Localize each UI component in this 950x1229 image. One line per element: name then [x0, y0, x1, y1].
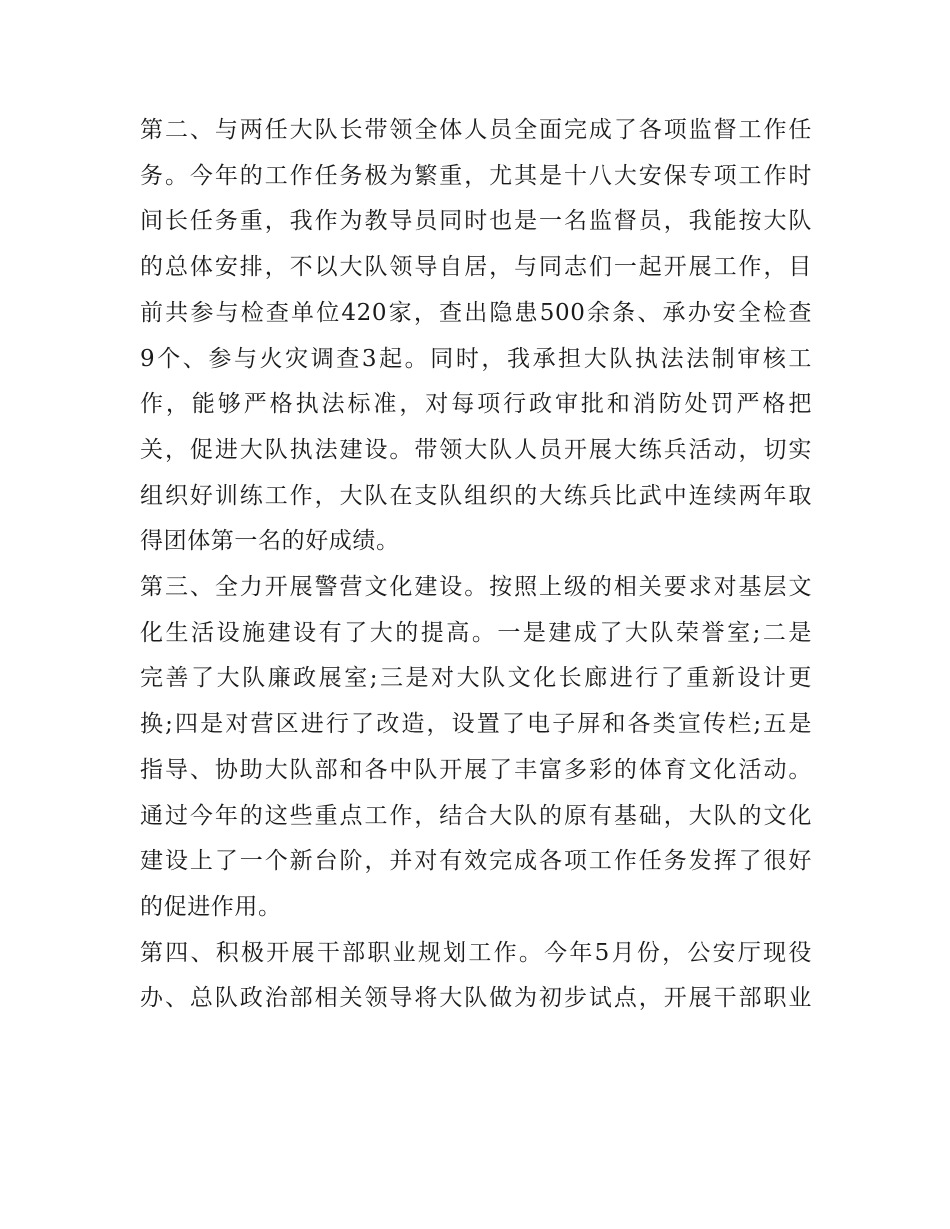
- text-line: 办、总队政治部相关领导将大队做为初步试点，开展干部职业: [140, 985, 812, 1012]
- text-line: 作，能够严格执法标准，对每项行政审批和消防处罚严格把: [140, 391, 812, 418]
- text-line: 指导、协助大队部和各中队开展了丰富多彩的体育文化活动。: [140, 756, 812, 783]
- text-line: 关，促进大队执法建设。带领大队人员开展大练兵活动，切实: [140, 436, 812, 463]
- text-line: 第二、与两任大队长带领全体人员全面完成了各项监督工作任: [140, 117, 812, 143]
- text-line: 间长任务重，我作为教导员同时也是一名监督员，我能按大队: [140, 208, 812, 235]
- text-line: 化生活设施建设有了大的提高。一是建成了大队荣誉室;二是: [140, 619, 812, 646]
- text-line: 建设上了一个新台阶，并对有效完成各项工作任务发挥了很好: [140, 848, 812, 875]
- text-line: 9个、参与火灾调查3起。同时，我承担大队执法法制审核工: [140, 345, 812, 372]
- text-line: 前共参与检查单位420家，查出隐患500余条、承办安全检查: [140, 299, 812, 326]
- text-line: 完善了大队廉政展室;三是对大队文化长廊进行了重新设计更: [140, 665, 812, 692]
- paragraph-section-four: [140, 931, 812, 1022]
- text-line: 的总体安排，不以大队领导自居，与同志们一起开展工作，目: [140, 254, 812, 281]
- text-line: 得团体第一名的好成绩。: [140, 528, 400, 555]
- text-line: 通过今年的这些重点工作，结合大队的原有基础，大队的文化: [140, 802, 812, 829]
- paragraph-section-two: [140, 108, 812, 565]
- text-line: 的促进作用。: [140, 893, 282, 920]
- paragraph-section-three: [140, 565, 812, 931]
- text-line: 第三、全力开展警营文化建设。按照上级的相关要求对基层文: [140, 574, 812, 601]
- text-line: 务。今年的工作任务极为繁重，尤其是十八大安保专项工作时: [140, 162, 812, 189]
- text-line: 组织好训练工作，大队在支队组织的大练兵比武中连续两年取: [140, 482, 812, 509]
- text-line: 换;四是对营区进行了改造，设置了电子屏和各类宣传栏;五是: [140, 711, 812, 738]
- text-line: 第四、积极开展干部职业规划工作。今年5月份，公安厅现役: [140, 939, 812, 966]
- document-body: [140, 108, 812, 1022]
